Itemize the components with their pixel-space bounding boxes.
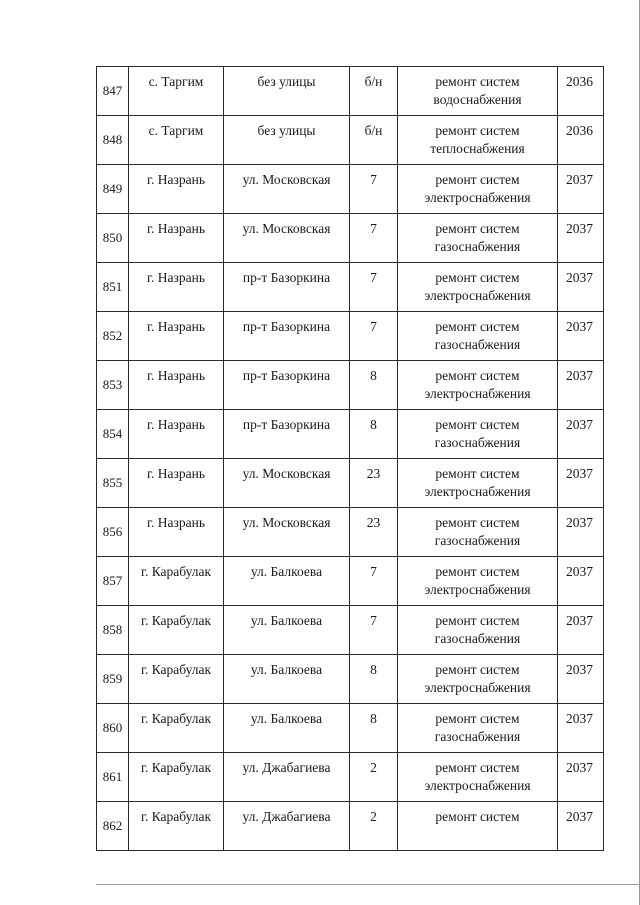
- table-row: [97, 655, 604, 704]
- scan-edge-bottom: [96, 884, 640, 885]
- work-type-cell: ремонт систем газоснабжения: [398, 704, 558, 753]
- work-type-cell: ремонт систем: [398, 802, 558, 851]
- planned-year-cell: 2037: [558, 508, 604, 557]
- work-type-cell: ремонт систем газоснабжения: [398, 410, 558, 459]
- row-number-cell: 856: [97, 508, 129, 557]
- street-cell: ул. Московская: [224, 214, 350, 263]
- street-cell: ул. Балкоева: [224, 557, 350, 606]
- house-number-cell: 7: [350, 557, 398, 606]
- planned-year-cell: 2036: [558, 67, 604, 116]
- row-number-cell: 857: [97, 557, 129, 606]
- planned-year-cell: 2037: [558, 263, 604, 312]
- street-cell: ул. Джабагиева: [224, 753, 350, 802]
- house-number-cell: 7: [350, 214, 398, 263]
- work-type-cell: ремонт систем газоснабжения: [398, 606, 558, 655]
- locality-cell: г. Назрань: [129, 263, 224, 312]
- row-number-cell: 855: [97, 459, 129, 508]
- row-number-cell: 851: [97, 263, 129, 312]
- work-type-cell: ремонт систем электроснабжения: [398, 655, 558, 704]
- table-row: [97, 263, 604, 312]
- table-row: [97, 214, 604, 263]
- house-number-cell: б/н: [350, 67, 398, 116]
- work-type-cell: ремонт систем водоснабжения: [398, 67, 558, 116]
- work-type-cell: ремонт систем газоснабжения: [398, 214, 558, 263]
- house-number-cell: 2: [350, 802, 398, 851]
- work-type-cell: ремонт систем электроснабжения: [398, 459, 558, 508]
- row-number-cell: 854: [97, 410, 129, 459]
- planned-year-cell: 2036: [558, 116, 604, 165]
- table-row: [97, 508, 604, 557]
- table-row: [97, 361, 604, 410]
- street-cell: пр-т Базоркина: [224, 312, 350, 361]
- street-cell: ул. Балкоева: [224, 704, 350, 753]
- street-cell: пр-т Базоркина: [224, 361, 350, 410]
- work-type-cell: ремонт систем электроснабжения: [398, 753, 558, 802]
- work-type-cell: ремонт систем электроснабжения: [398, 361, 558, 410]
- planned-year-cell: 2037: [558, 704, 604, 753]
- street-cell: без улицы: [224, 116, 350, 165]
- locality-cell: г. Карабулак: [129, 655, 224, 704]
- planned-year-cell: 2037: [558, 655, 604, 704]
- row-number-cell: 853: [97, 361, 129, 410]
- planned-year-cell: 2037: [558, 410, 604, 459]
- street-cell: пр-т Базоркина: [224, 263, 350, 312]
- table-row: [97, 165, 604, 214]
- planned-year-cell: 2037: [558, 312, 604, 361]
- street-cell: ул. Джабагиева: [224, 802, 350, 851]
- house-number-cell: 23: [350, 459, 398, 508]
- locality-cell: г. Назрань: [129, 410, 224, 459]
- locality-cell: г. Назрань: [129, 459, 224, 508]
- locality-cell: г. Карабулак: [129, 704, 224, 753]
- planned-year-cell: 2037: [558, 214, 604, 263]
- work-type-cell: ремонт систем газоснабжения: [398, 508, 558, 557]
- row-number-cell: 850: [97, 214, 129, 263]
- row-number-cell: 860: [97, 704, 129, 753]
- planned-year-cell: 2037: [558, 606, 604, 655]
- locality-cell: г. Назрань: [129, 165, 224, 214]
- house-number-cell: 2: [350, 753, 398, 802]
- row-number-cell: 852: [97, 312, 129, 361]
- table-row: [97, 557, 604, 606]
- table-row: [97, 802, 604, 851]
- planned-year-cell: 2037: [558, 165, 604, 214]
- street-cell: ул. Московская: [224, 459, 350, 508]
- repair-schedule-table: [96, 66, 604, 851]
- work-type-cell: ремонт систем теплоснабжения: [398, 116, 558, 165]
- work-type-cell: ремонт систем электроснабжения: [398, 165, 558, 214]
- house-number-cell: 7: [350, 263, 398, 312]
- locality-cell: г. Карабулак: [129, 753, 224, 802]
- table-body: [97, 67, 604, 851]
- table-row: [97, 606, 604, 655]
- planned-year-cell: 2037: [558, 557, 604, 606]
- row-number-cell: 861: [97, 753, 129, 802]
- table-row: [97, 753, 604, 802]
- table-row: [97, 410, 604, 459]
- work-type-cell: ремонт систем газоснабжения: [398, 312, 558, 361]
- row-number-cell: 858: [97, 606, 129, 655]
- row-number-cell: 847: [97, 67, 129, 116]
- work-type-cell: ремонт систем электроснабжения: [398, 263, 558, 312]
- row-number-cell: 848: [97, 116, 129, 165]
- locality-cell: г. Назрань: [129, 312, 224, 361]
- house-number-cell: 7: [350, 606, 398, 655]
- house-number-cell: 8: [350, 410, 398, 459]
- work-type-cell: ремонт систем электроснабжения: [398, 557, 558, 606]
- locality-cell: г. Назрань: [129, 508, 224, 557]
- locality-cell: с. Таргим: [129, 116, 224, 165]
- locality-cell: с. Таргим: [129, 67, 224, 116]
- table-row: [97, 116, 604, 165]
- house-number-cell: 7: [350, 312, 398, 361]
- house-number-cell: 7: [350, 165, 398, 214]
- street-cell: ул. Балкоева: [224, 655, 350, 704]
- planned-year-cell: 2037: [558, 753, 604, 802]
- table-row: [97, 704, 604, 753]
- planned-year-cell: 2037: [558, 459, 604, 508]
- locality-cell: г. Назрань: [129, 214, 224, 263]
- row-number-cell: 849: [97, 165, 129, 214]
- planned-year-cell: 2037: [558, 802, 604, 851]
- table-row: [97, 312, 604, 361]
- locality-cell: г. Карабулак: [129, 557, 224, 606]
- house-number-cell: 8: [350, 655, 398, 704]
- table-row: [97, 459, 604, 508]
- street-cell: ул. Московская: [224, 165, 350, 214]
- house-number-cell: 23: [350, 508, 398, 557]
- locality-cell: г. Карабулак: [129, 606, 224, 655]
- street-cell: пр-т Базоркина: [224, 410, 350, 459]
- street-cell: без улицы: [224, 67, 350, 116]
- house-number-cell: 8: [350, 361, 398, 410]
- planned-year-cell: 2037: [558, 361, 604, 410]
- table-row: [97, 67, 604, 116]
- house-number-cell: 8: [350, 704, 398, 753]
- house-number-cell: б/н: [350, 116, 398, 165]
- row-number-cell: 862: [97, 802, 129, 851]
- locality-cell: г. Карабулак: [129, 802, 224, 851]
- street-cell: ул. Балкоева: [224, 606, 350, 655]
- row-number-cell: 859: [97, 655, 129, 704]
- street-cell: ул. Московская: [224, 508, 350, 557]
- locality-cell: г. Назрань: [129, 361, 224, 410]
